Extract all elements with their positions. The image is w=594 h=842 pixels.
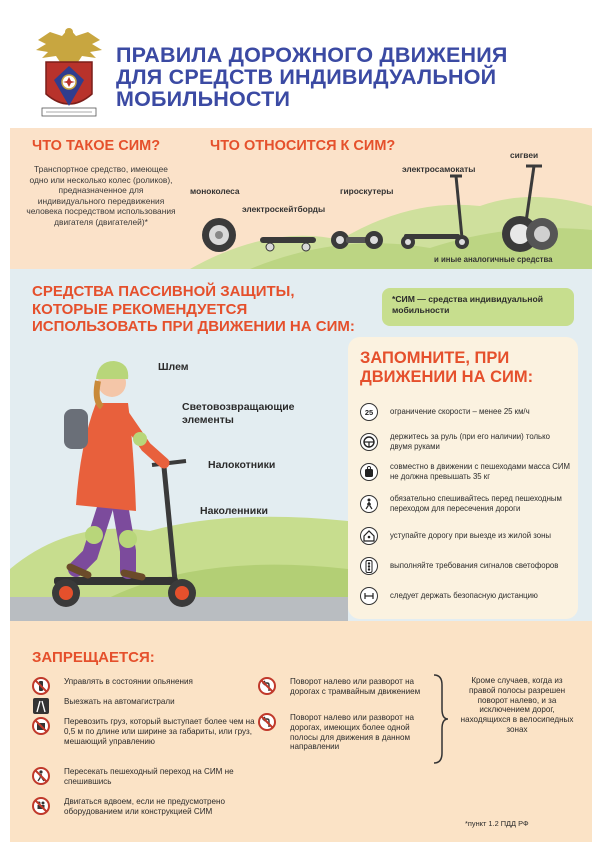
sim-definition-note: *СИМ — средства индивидуальной мобильности — [382, 288, 574, 326]
rule-item: выполняйте требования сигналов светофоров — [360, 553, 572, 579]
motorway-icon — [32, 697, 50, 715]
living-zone-icon — [360, 527, 378, 545]
no-crossing-ride-icon — [32, 767, 50, 785]
prohibited-item: Поворот налево или разворот на дорогах с трамвайным движением — [258, 677, 428, 697]
gyroscooter-label: гироскутеры — [340, 186, 394, 196]
rule-item: 25 ограничение скорости – менее 25 км/ч — [360, 399, 572, 425]
no-left-turn-tram-icon — [258, 677, 276, 695]
rule-item: обязательно спешивайтесь перед пешеходным переходом для пересечения дороги — [360, 491, 572, 517]
rule-item: следует держать безопасную дистанцию — [360, 583, 572, 609]
reflective-label: Световозвращающие элементы — [182, 401, 295, 426]
speed-limit-icon: 25 — [360, 403, 378, 421]
distance-icon — [360, 587, 378, 605]
other-devices-label: и иные аналогичные средства — [434, 255, 553, 264]
steering-wheel-icon — [360, 433, 378, 451]
rule-item: держитесь за руль (при его наличии) только двумя руками — [360, 429, 572, 455]
monowheel-label: моноколеса — [190, 186, 240, 196]
gyroscooter-icon — [330, 228, 384, 252]
traffic-light-icon — [360, 557, 378, 575]
poster — [10, 0, 592, 842]
prohibited-item: Пересекать пешеходный переход на СИМ не спешившись — [32, 767, 252, 787]
scooter-rider-illustration — [36, 355, 206, 617]
belongs-heading: ЧТО ОТНОСИТСЯ К СИМ? — [210, 138, 396, 154]
remember-heading: ЗАПОМНИТЕ, ПРИ ДВИЖЕНИИ НА СИМ: — [360, 349, 534, 386]
pedestrian-crossing-icon — [360, 495, 378, 513]
brace-icon — [430, 673, 450, 765]
skateboard-icon — [258, 232, 318, 252]
skateboard-label: электроскейтборды — [242, 204, 326, 214]
what-is-heading: ЧТО ТАКОЕ СИМ? — [32, 138, 161, 154]
exception-note: Кроме случаев, когда из правой полосы разрешен поворот налево, и за исключением дорог, находящихся в велосипедных зонах — [460, 676, 574, 734]
what-is-description: Транспортное средство, имеющее одно или несколько колес (роликов), предназначенное для индивидуального передвижения человека посредством использования двигателя (двигателей)* — [26, 164, 176, 227]
no-left-turn-icon — [258, 713, 276, 731]
cargo-icon — [32, 717, 50, 735]
rule-item: совместно в движении с пешеходами масса СИМ не должна превышать 35 кг — [360, 459, 572, 485]
helmet-label: Шлем — [158, 361, 189, 373]
no-passenger-icon — [32, 797, 50, 815]
prohibited-item: Выезжать на автомагистрали — [32, 697, 252, 715]
section-protection — [10, 269, 592, 621]
prohibited-item: Двигаться вдвоем, если не предусмотрено оборудованием или конструкцией СИМ — [32, 797, 252, 817]
escooter-label: электросамокаты — [402, 164, 476, 174]
footnote: *пункт 1.2 ПДД РФ — [465, 819, 529, 828]
no-alcohol-icon — [32, 677, 50, 695]
header — [10, 0, 592, 128]
segway-icon — [490, 160, 562, 254]
prohibited-item: Поворот налево или разворот на дорогах, имеющих более одной полосы для движения в данном направлении — [258, 713, 428, 752]
escooter-icon — [396, 172, 472, 252]
monowheel-icon — [200, 216, 238, 254]
prohibited-item: Управлять в состоянии опьянения — [32, 677, 252, 695]
segway-label: сигвеи — [510, 150, 539, 160]
prohibited-item: Перевозить груз, который выступает более чем на 0,5 м по длине или ширине за габариты, или груз, мешающий управлению — [32, 717, 258, 746]
rule-item: уступайте дорогу при выезде из жилой зоны — [360, 523, 572, 549]
elbow-pads-label: Налокотники — [208, 459, 276, 471]
weight-icon — [360, 463, 378, 481]
prohibited-heading: ЗАПРЕЩАЕТСЯ: — [32, 649, 155, 666]
section-prohibited — [10, 621, 592, 842]
police-emblem-icon — [32, 22, 106, 122]
knee-pads-label: Наколенники — [200, 505, 268, 517]
remember-panel — [348, 337, 578, 619]
section-what-is-sim — [10, 128, 592, 269]
page-title: ПРАВИЛА ДОРОЖНОГО ДВИЖЕНИЯ ДЛЯ СРЕДСТВ ИНДИВИДУАЛЬНОЙ МОБИЛЬНОСТИ — [116, 43, 508, 111]
protection-heading: СРЕДСТВА ПАССИВНОЙ ЗАЩИТЫ, КОТОРЫЕ РЕКОМЕНДУЕТСЯ ИСПОЛЬЗОВАТЬ ПРИ ДВИЖЕНИИ НА СИМ: — [32, 283, 355, 335]
